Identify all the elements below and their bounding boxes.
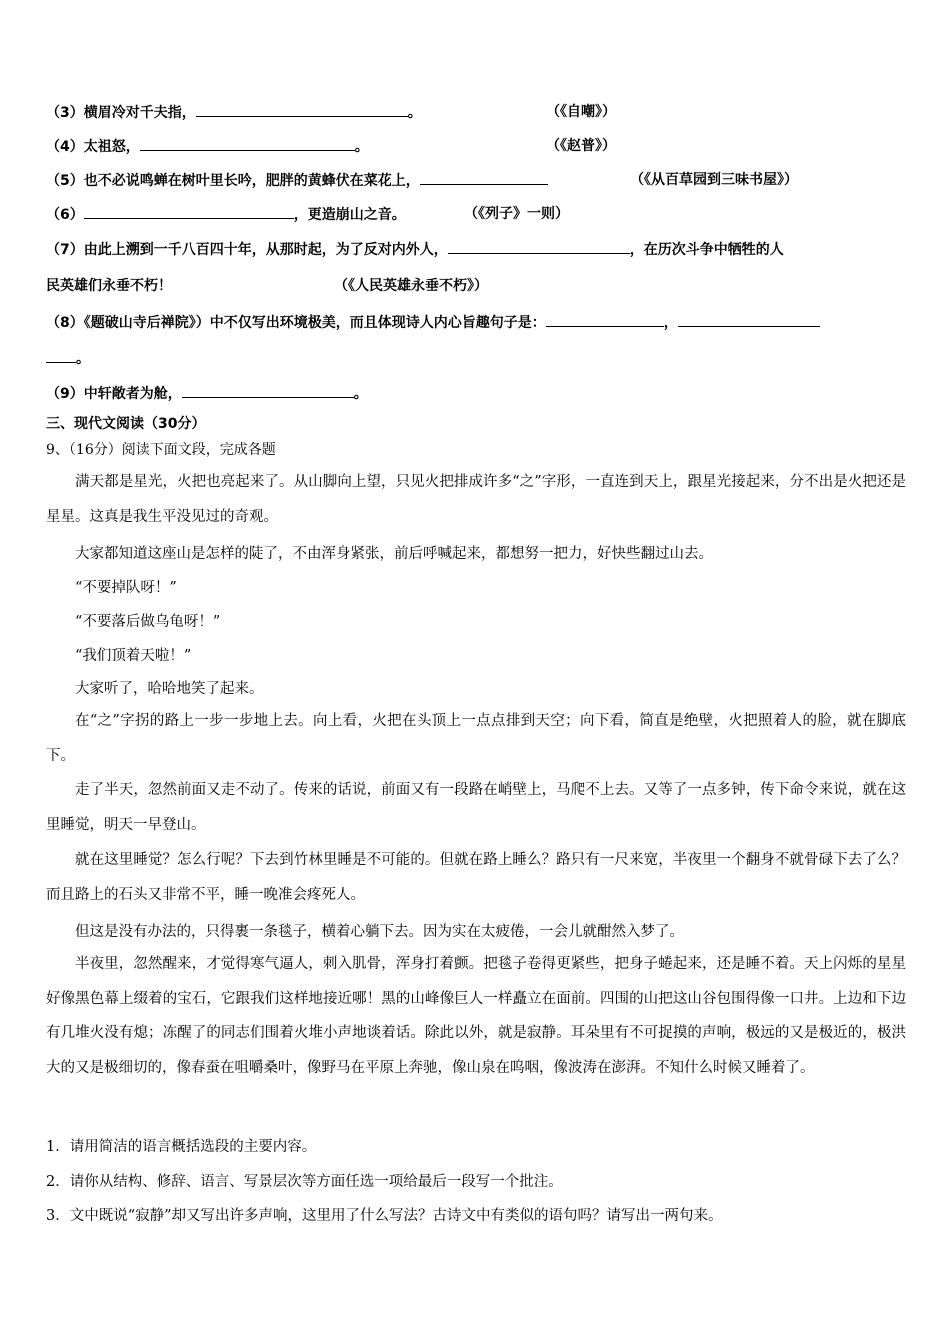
passage-paragraph-11: 半夜里，忽然醒来，才觉得寒气逼人，刺入肌骨，浑身打着颤。把毯子卷得更紧些，把身子蜷起来，还是睡不着。天上闪烁的星星好像黑色幕上缀着的宝石，它跟我们这样地接近哪！黑的山峰像巨人一样矗立在面前。四围的山把这山谷包围得像一口井。上边和下边有几堆火没有熄；冻醒了的同志们围着火堆小声地谈着话。除此以外，就是寂静。耳朵里有不可捉摸的声响，极远的又是极近的，极洪大的又是极细切的，像春蚕在咀嚼桑叶，像野马在平原上奔驰，像山泉在呜咽，像波涛在澎湃。不知什么时候又睡着了。 bbox=[46, 956, 906, 1077]
passage-paragraph-8: 走了半天，忽然前面又走不动了。传来的话说，前面又有一段路在峭壁上，马爬不上去。又等了一点多钟，传下命令来说，就在这里睡觉，明天一早登山。 bbox=[46, 782, 906, 833]
fill-in-q5 bbox=[46, 170, 548, 191]
passage-paragraph-9: 就在这里睡觉？怎么行呢？下去到竹林里睡是不可能的。但就在路上睡么？路只有一尺来宽，半夜里一个翻身不就骨碌下去了么？而且路上的石头又非常不平，睡一晚准会疼死人。 bbox=[46, 852, 906, 903]
q9-blank[interactable] bbox=[182, 383, 354, 398]
q3-source: （《自嘲》） bbox=[546, 104, 616, 120]
question-header: 9、（16分）阅读下面文段，完成各题 bbox=[46, 442, 276, 458]
q3-prefix: （3）横眉冷对千夫指， bbox=[46, 105, 196, 121]
q8-prefix: （8）《题破山寺后禅院》）中不仅写出环境极美，而且体现诗人内心旨趣句子是： bbox=[46, 315, 546, 331]
passage-paragraph-10: 但这是没有办法的，只得裹一条毯子，横着心躺下去。因为实在太疲倦，一会儿就酣然入梦了。 bbox=[75, 924, 684, 940]
q8-blank-1[interactable] bbox=[546, 312, 664, 327]
q9-suffix: 。 bbox=[353, 386, 368, 402]
fill-in-q7 bbox=[46, 239, 784, 260]
fill-in-q3 bbox=[46, 102, 422, 123]
passage-paragraph-4: “不要落后做乌龟呀！” bbox=[75, 614, 221, 630]
passage-paragraph-3: “不要掉队呀！” bbox=[75, 580, 177, 596]
q8-end: 。 bbox=[76, 351, 90, 367]
fill-in-q4 bbox=[46, 136, 369, 157]
q4-source: （《赵普》） bbox=[546, 138, 616, 154]
fill-in-q8-line2 bbox=[46, 348, 90, 369]
q8-mid: ， bbox=[663, 315, 678, 331]
q6-suffix: ，更造崩山之音。 bbox=[293, 207, 406, 223]
fill-in-q9 bbox=[46, 383, 368, 404]
q6-blank[interactable] bbox=[84, 204, 294, 219]
sub-question-2: 2．请你从结构、修辞、语言、写景层次等方面任选一项给最后一段写一个批注。 bbox=[46, 1174, 563, 1190]
q4-suffix: 。 bbox=[354, 139, 369, 155]
passage-paragraph-2: 大家都知道这座山是怎样的陡了，不由浑身紧张，前后呼喊起来，都想努一把力，好快些翻过山去。 bbox=[75, 546, 713, 562]
q9-prefix: （9）中轩敞者为舱， bbox=[46, 386, 182, 402]
q5-source: （《从百草园到三味书屋》） bbox=[630, 172, 798, 188]
passage-paragraph-5: “我们顶着天啦！” bbox=[75, 648, 192, 664]
q5-prefix: （5）也不必说鸣蝉在树叶里长吟，肥胖的黄蜂伏在菜花上， bbox=[46, 173, 420, 189]
q8-blank-2-cont[interactable] bbox=[46, 348, 76, 363]
sub-question-1: 1．请用简洁的语言概括选段的主要内容。 bbox=[46, 1139, 317, 1155]
q6-source: （《列子》一则） bbox=[464, 206, 569, 222]
section-heading: 三、现代文阅读（30分） bbox=[46, 416, 206, 432]
sub-question-3: 3．文中既说“寂静”却又写出许多声响，这里用了什么写法？古诗文中有类似的语句吗？请写出一两句来。 bbox=[46, 1208, 723, 1224]
q7-blank[interactable] bbox=[448, 239, 630, 254]
q7-source: （《人民英雄永垂不朽》） bbox=[334, 278, 488, 294]
q6-prefix: （6） bbox=[46, 207, 84, 223]
q4-blank[interactable] bbox=[140, 136, 355, 151]
passage-paragraph-1: 满天都是星光，火把也亮起来了。从山脚向上望，只见火把排成许多“之”字形，一直连到天上，跟星光接起来，分不出是火把还是星星。这真是我生平没见过的奇观。 bbox=[46, 474, 906, 525]
passage-paragraph-6: 大家听了，哈哈地笑了起来。 bbox=[75, 681, 264, 697]
passage-paragraph-7: 在“之”字拐的路上一步一步地上去。向上看，火把在头顶上一点点排到天空；向下看，简直是绝壁，火把照着人的脸，就在脚底下。 bbox=[46, 713, 906, 764]
fill-in-q8 bbox=[46, 312, 820, 333]
q4-prefix: （4）太祖怒， bbox=[46, 139, 140, 155]
q7-line2: 民英雄们永垂不朽！ bbox=[46, 278, 172, 294]
q3-suffix: 。 bbox=[407, 105, 422, 121]
q5-blank[interactable] bbox=[420, 170, 548, 185]
q3-blank[interactable] bbox=[196, 102, 408, 117]
fill-in-q6 bbox=[46, 204, 406, 225]
q7-suffix: ，在历次斗争中牺牲的人 bbox=[629, 242, 784, 258]
q7-prefix: （7）由此上溯到一千八百四十年，从那时起，为了反对内外人， bbox=[46, 242, 448, 258]
q8-blank-2[interactable] bbox=[678, 312, 820, 327]
